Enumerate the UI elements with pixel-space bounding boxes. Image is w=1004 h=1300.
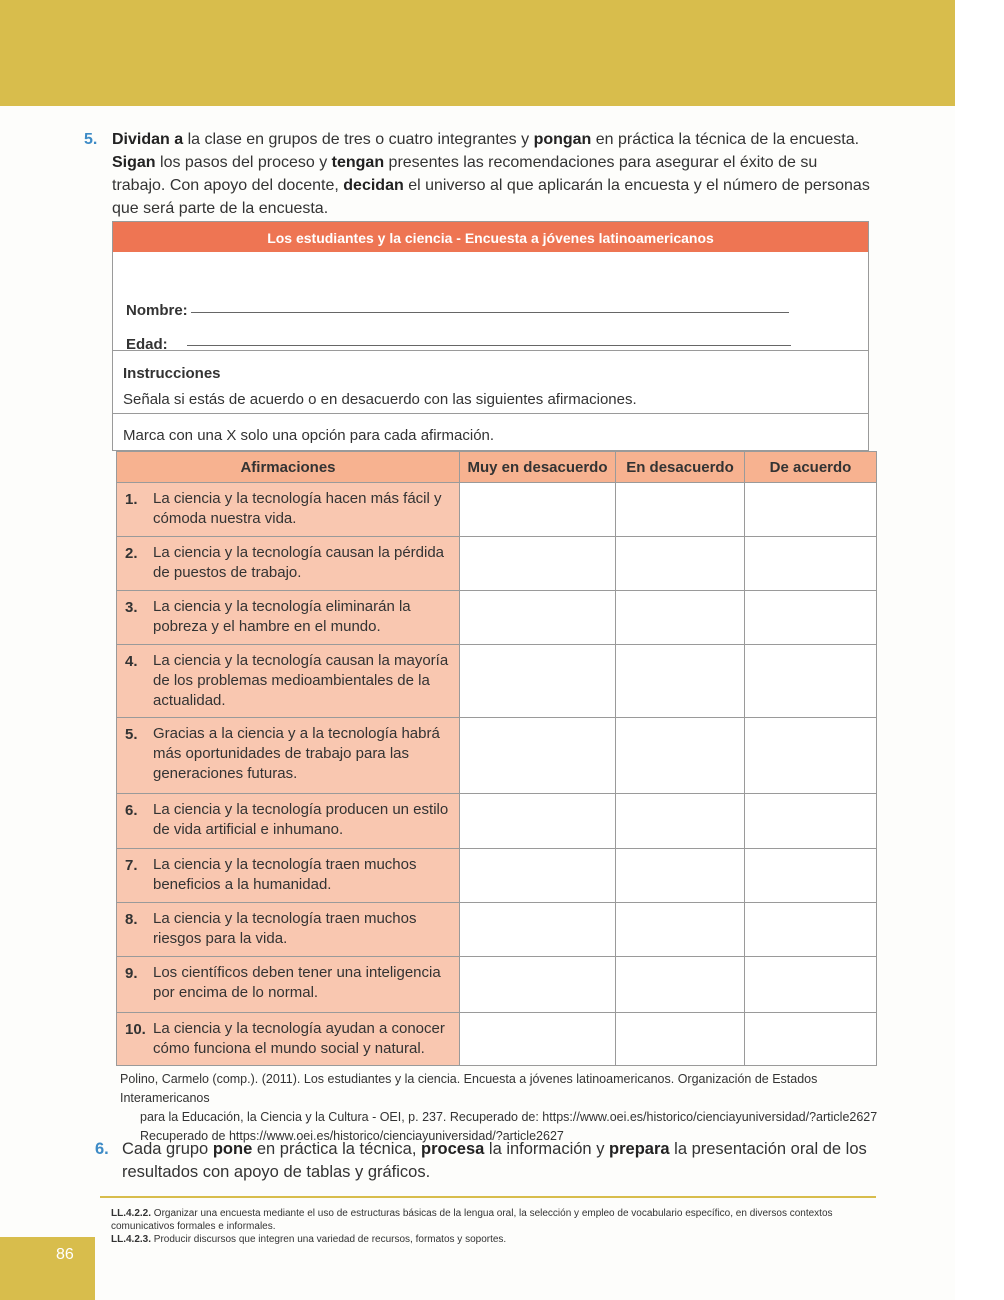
- text-run: en práctica la técnica de la encuesta.: [591, 131, 860, 148]
- question-6-text: [122, 1138, 877, 1184]
- answer-cell-disagree[interactable]: [616, 645, 745, 718]
- statement-number: 5.: [125, 726, 138, 743]
- top-color-band: [0, 0, 955, 106]
- table-row: [117, 794, 877, 849]
- standard-item: [111, 1233, 876, 1246]
- statement-number: 3.: [125, 599, 138, 616]
- standard-item: [111, 1207, 876, 1233]
- statement-text: La ciencia y la tecnología causan la pérdida de puestos de trabajo.: [153, 544, 445, 581]
- question-6: [95, 1138, 877, 1184]
- text-run: Cada grupo: [122, 1140, 213, 1158]
- statement-cell: [117, 957, 460, 1013]
- question-5: [84, 128, 874, 220]
- answer-cell-agree[interactable]: [745, 849, 877, 903]
- statement-number: 4.: [125, 653, 138, 670]
- bold-verb: decidan: [343, 177, 404, 194]
- statement-text: La ciencia y la tecnología hacen más fácil y cómoda nuestra vida.: [153, 490, 442, 527]
- bold-verb: Sigan: [112, 154, 156, 171]
- statement-text: La ciencia y la tecnología traen muchos riesgos para la vida.: [153, 910, 417, 947]
- answer-cell-strongly-disagree[interactable]: [460, 849, 616, 903]
- statement-cell: [117, 645, 460, 718]
- text-run: la clase en grupos de tres o cuatro integrantes y: [183, 131, 534, 148]
- page-number-tab: [0, 1237, 95, 1300]
- statement-number: 1.: [125, 491, 138, 508]
- table-header-row: [117, 452, 877, 483]
- statement-text: La ciencia y la tecnología eliminarán la pobreza y el hambre en el mundo.: [153, 598, 411, 635]
- answer-cell-agree[interactable]: [745, 483, 877, 537]
- text-run: la presentación oral de los resultados con apoyo de tablas y gráficos.: [122, 1140, 867, 1181]
- instructions-text: Señala si estás de acuerdo o en desacuerdo con las siguientes afirmaciones.: [123, 391, 637, 408]
- answer-cell-strongly-disagree[interactable]: [460, 718, 616, 794]
- answer-cell-agree[interactable]: [745, 718, 877, 794]
- answer-cell-disagree[interactable]: [616, 483, 745, 537]
- text-run: en práctica la técnica,: [252, 1140, 422, 1158]
- personal-data-block: [113, 252, 868, 351]
- statement-cell: [117, 591, 460, 645]
- table-row: [117, 903, 877, 957]
- column-header-agree: De acuerdo: [745, 452, 877, 483]
- statement-text: La ciencia y la tecnología ayudan a conocer cómo funciona el mundo social y natural.: [153, 1020, 445, 1057]
- statement-text: Gracias a la ciencia y a la tecnología habrá más oportunidades de trabajo para las generaciones futuras.: [153, 725, 440, 782]
- footer-separator: [100, 1196, 876, 1198]
- answer-cell-disagree[interactable]: [616, 1013, 745, 1066]
- statement-text: Los científicos deben tener una inteligencia por encima de lo normal.: [153, 964, 441, 1001]
- statement-cell: [117, 903, 460, 957]
- answer-cell-strongly-disagree[interactable]: [460, 957, 616, 1013]
- instructions-block: [113, 351, 868, 414]
- answer-cell-strongly-disagree[interactable]: [460, 645, 616, 718]
- bold-verb: pone: [212, 1140, 253, 1158]
- answer-cell-agree[interactable]: [745, 591, 877, 645]
- answer-cell-disagree[interactable]: [616, 718, 745, 794]
- table-row: [117, 591, 877, 645]
- answer-cell-strongly-disagree[interactable]: [460, 483, 616, 537]
- bold-verb: tengan: [331, 154, 385, 171]
- text-run: la información y: [484, 1140, 610, 1158]
- curriculum-standards: [111, 1207, 876, 1246]
- page-number: 86: [56, 1246, 74, 1263]
- answer-cell-disagree[interactable]: [616, 849, 745, 903]
- survey-form: [112, 221, 869, 451]
- table-row: [117, 645, 877, 718]
- age-label: Edad:: [126, 336, 168, 353]
- survey-title: Los estudiantes y la ciencia - Encuesta a jóvenes latinoamericanos: [113, 222, 868, 252]
- name-field[interactable]: [191, 312, 789, 313]
- table-row: [117, 1013, 877, 1066]
- answer-cell-disagree[interactable]: [616, 957, 745, 1013]
- page-edge: [955, 0, 1004, 1300]
- bold-verb: pongan: [533, 131, 592, 148]
- statement-cell: [117, 537, 460, 591]
- table-row: [117, 849, 877, 903]
- question-6-number: 6.: [95, 1140, 109, 1158]
- bold-verb: procesa: [421, 1140, 485, 1158]
- answer-cell-agree[interactable]: [745, 1013, 877, 1066]
- question-5-number: 5.: [84, 131, 98, 148]
- standard-code: LL.4.2.3.: [111, 1234, 152, 1245]
- answer-cell-agree[interactable]: [745, 645, 877, 718]
- answer-cell-strongly-disagree[interactable]: [460, 903, 616, 957]
- text-run: presentes las recomendaciones para asegurar el éxito de su trabajo. Con apoyo del docente,: [112, 154, 818, 194]
- answer-cell-disagree[interactable]: [616, 591, 745, 645]
- statements-table: [116, 451, 877, 1066]
- text-run: el universo al que aplicarán la encuesta y el número de personas que será parte de la encuesta.: [112, 177, 870, 217]
- statement-text: La ciencia y la tecnología traen muchos beneficios a la humanidad.: [153, 856, 417, 893]
- statement-number: 7.: [125, 857, 138, 874]
- answer-cell-disagree[interactable]: [616, 903, 745, 957]
- table-row: [117, 483, 877, 537]
- statement-number: 9.: [125, 965, 138, 982]
- answer-cell-agree[interactable]: [745, 903, 877, 957]
- bold-verb: prepara: [609, 1140, 670, 1158]
- answer-cell-strongly-disagree[interactable]: [460, 794, 616, 849]
- statement-number: 8.: [125, 911, 138, 928]
- answer-cell-agree[interactable]: [745, 794, 877, 849]
- column-header-strongly-disagree: Muy en desacuerdo: [460, 452, 616, 483]
- table-row: [117, 957, 877, 1013]
- source-citation: [120, 1070, 880, 1146]
- statement-cell: [117, 794, 460, 849]
- column-header-disagree: En desacuerdo: [616, 452, 745, 483]
- column-header-statements: Afirmaciones: [117, 452, 460, 483]
- instructions-title: Instrucciones: [123, 365, 221, 382]
- standard-text: Producir discursos que integren una variedad de recursos, formatos y soportes.: [153, 1234, 507, 1245]
- text-run: los pasos del proceso y: [155, 154, 332, 171]
- statement-number: 2.: [125, 545, 138, 562]
- table-row: [117, 718, 877, 794]
- question-5-text: [112, 128, 874, 220]
- statement-cell: [117, 1013, 460, 1066]
- citation-line-1: Polino, Carmelo (comp.). (2011). Los estudiantes y la ciencia. Encuesta a jóvenes latinoamericanos. Organización de Estados Interamericanos: [120, 1072, 818, 1105]
- answer-cell-strongly-disagree[interactable]: [460, 537, 616, 591]
- answer-cell-strongly-disagree[interactable]: [460, 591, 616, 645]
- citation-line-2: para la Educación, la Ciencia y la Cultura - OEI, p. 237. Recuperado de: https://www.oei.es/historico/cienciayuniversidad/?article2627: [140, 1110, 878, 1124]
- bold-verb: Dividan a: [112, 131, 184, 148]
- name-label: Nombre:: [126, 302, 188, 319]
- answer-cell-strongly-disagree[interactable]: [460, 1013, 616, 1066]
- table-row: [117, 537, 877, 591]
- age-field[interactable]: [187, 345, 791, 346]
- statement-text: La ciencia y la tecnología producen un estilo de vida artificial e inhumano.: [153, 801, 449, 838]
- answer-cell-disagree[interactable]: [616, 794, 745, 849]
- answer-cell-agree[interactable]: [745, 957, 877, 1013]
- mark-instruction-text: Marca con una X solo una opción para cada afirmación.: [123, 427, 495, 444]
- standard-code: LL.4.2.2.: [111, 1208, 152, 1219]
- statement-cell: [117, 483, 460, 537]
- mark-instruction-block: [113, 414, 868, 450]
- statement-number: 6.: [125, 802, 138, 819]
- answer-cell-disagree[interactable]: [616, 537, 745, 591]
- citation-line-3: Recuperado de https://www.oei.es/historico/cienciayuniversidad/?article2627: [140, 1129, 564, 1143]
- statement-cell: [117, 718, 460, 794]
- standard-text: Organizar una encuesta mediante el uso de estructuras básicas de la lengua oral, la selección y empleo de vocabulario específico, en diversos contextos comunicativos formales e informales.: [111, 1208, 833, 1232]
- statement-text: La ciencia y la tecnología causan la mayoría de los problemas medioambientales de la actualidad.: [153, 652, 449, 709]
- statement-number: 10.: [125, 1021, 146, 1038]
- statement-cell: [117, 849, 460, 903]
- answer-cell-agree[interactable]: [745, 537, 877, 591]
